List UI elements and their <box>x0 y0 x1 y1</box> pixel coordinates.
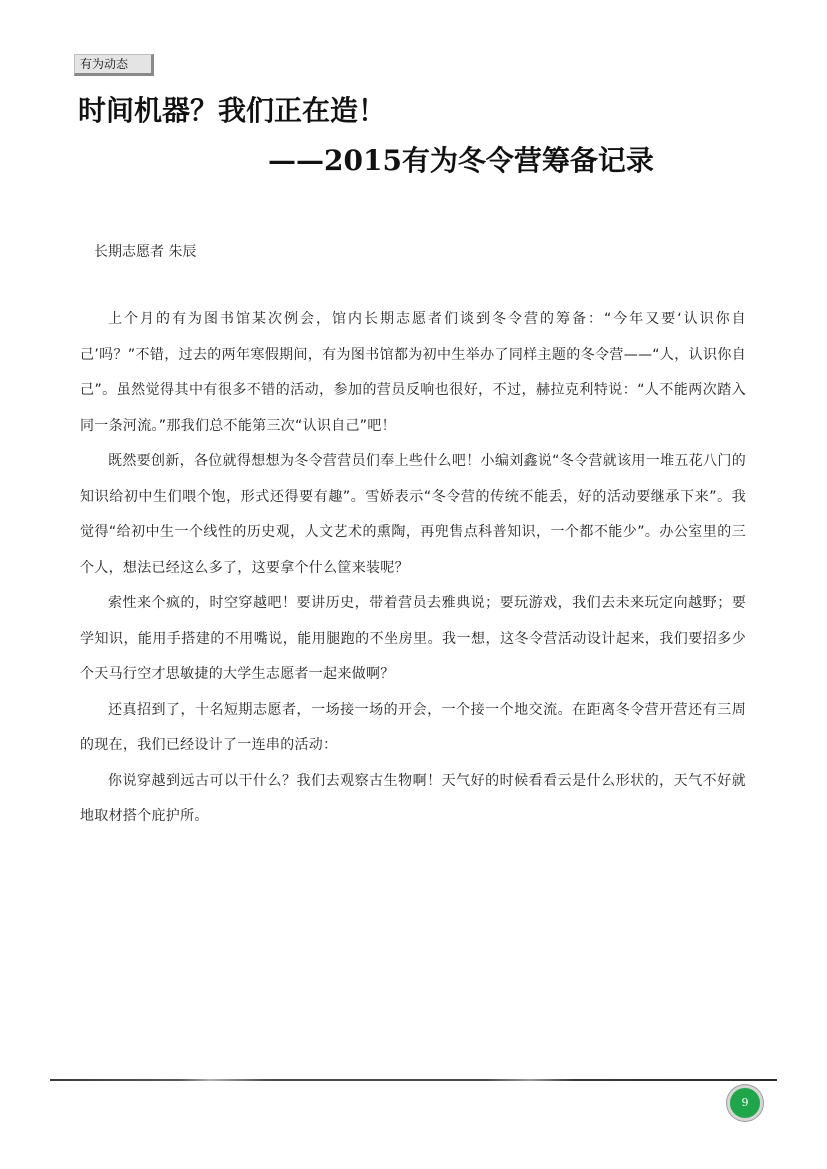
article-body <box>80 302 746 835</box>
article-subtitle: ——2015有为冬令营筹备记录 <box>268 144 654 177</box>
article-author: 长期志愿者 朱辰 <box>94 244 197 260</box>
paragraph: 还真招到了，十名短期志愿者，一场接一场的开会，一个接一个地交流。在距离冬令营开营还有三周的现在，我们已经设计了一连串的活动： <box>80 701 746 753</box>
footer-divider <box>50 1079 777 1081</box>
page-number-badge: 9 <box>727 1085 763 1121</box>
paragraph: 索性来个疯的，时空穿越吧！要讲历史，带着营员去雅典说；要玩游戏，我们去未来玩定向越野；要学知识，能用手搭建的不用嘴说，能用腿跑的不坐房里。我一想，这冬令营活动设计起来，我们要招多少个天马行空才思敏捷的大学生志愿者一起来做啊？ <box>80 595 746 682</box>
section-tag: 有为动态 <box>74 54 154 76</box>
paragraph: 上个月的有为图书馆某次例会，馆内长期志愿者们谈到冬令营的筹备：“今年又要‘认识你自己’吗？”不错，过去的两年寒假期间，有为图书馆都为初中生举办了同样主题的冬令营——“人，认识你自己”。虽然觉得其中有很多不错的活动，参加的营员反响也很好，不过，赫拉克利特说：“人不能两次踏入同一条河流。”那我们总不能第三次“认识自己”吧！ <box>80 311 746 434</box>
article-title: 时间机器？我们正在造！ <box>78 94 387 127</box>
paragraph: 你说穿越到远古可以干什么？我们去观察古生物啊！天气好的时候看看云是什么形状的，天气不好就地取材搭个庇护所。 <box>80 772 746 824</box>
paragraph: 既然要创新，各位就得想想为冬令营营员们奉上些什么吧！小编刘鑫说“冬令营就该用一堆五花八门的知识给初中生们喂个饱，形式还得要有趣”。雪娇表示“冬令营的传统不能丢，好的活动要继承下来”。我觉得“给初中生一个线性的历史观，人文艺术的熏陶，再兜售点科普知识，一个都不能少”。办公室里的三个人，想法已经这么多了，这要拿个什么筐来装呢？ <box>80 453 746 576</box>
